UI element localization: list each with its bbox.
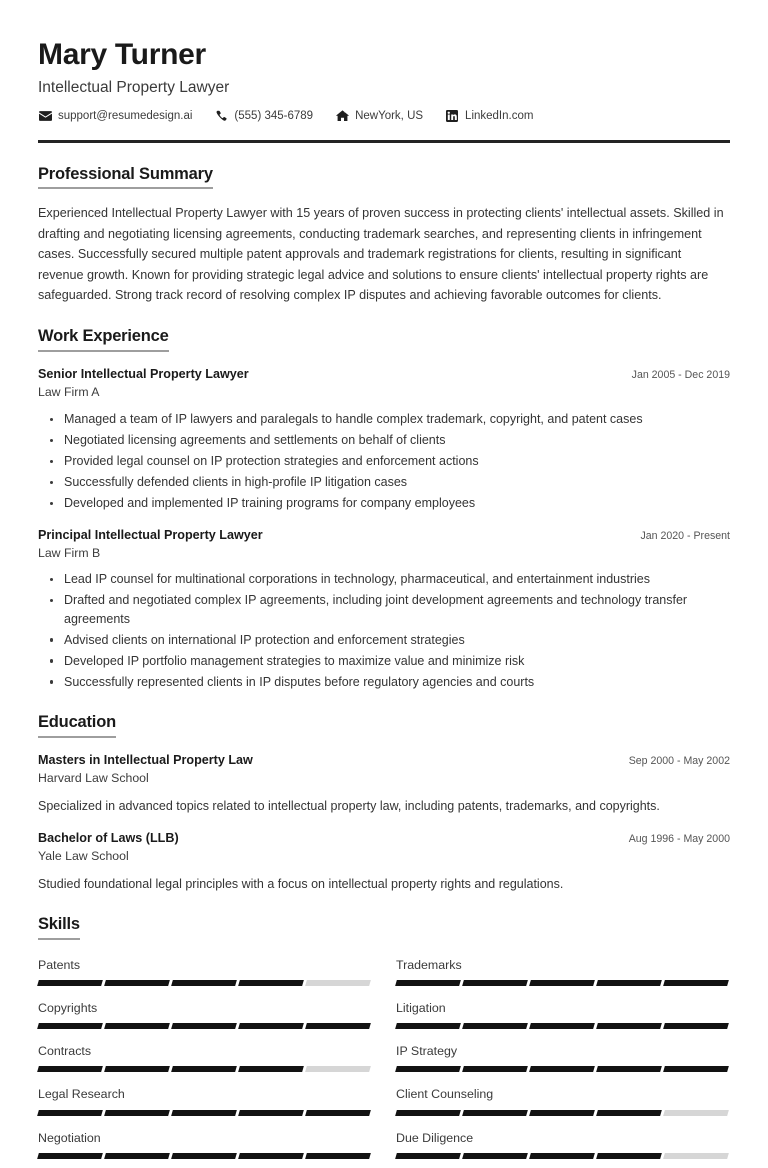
skill-segment-empty xyxy=(305,980,371,986)
list-item: Advised clients on international IP protection and enforcement strategies xyxy=(38,631,730,650)
section-title-skills: Skills xyxy=(38,915,80,940)
skill-segment-filled xyxy=(596,980,662,986)
resume-header xyxy=(38,30,730,143)
skill-segment-filled xyxy=(663,980,729,986)
skill-segment-filled xyxy=(171,980,237,986)
education-description: Specialized in advanced topics related to intellectual property law, including patents, trademarks, and copyrights. xyxy=(38,798,660,813)
skill-segment-filled xyxy=(238,1066,304,1072)
summary-text: Experienced Intellectual Property Lawyer with 15 years of proven success in protecting clients' intellectual assets. Skilled in drafting and negotiating licensing agreements, conducting trademark searches, and representing clients in infringement cases. Successfully secured multiple patent approvals and trademark registrations for clients, resulting in significant revenue growth. Known for providing strategic legal advice and solutions to ensure clients' intellectual property rights are safeguarded. Strong track record of resolving complex IP disputes and achieving favorable outcomes for clients. xyxy=(38,206,724,302)
skill-segment-filled xyxy=(37,1110,103,1116)
contact-linkedin[interactable] xyxy=(445,110,533,123)
skill-segment-filled xyxy=(238,1153,304,1159)
skill-segment-filled xyxy=(395,1110,461,1116)
list-item: Managed a team of IP lawyers and paralegals to handle complex trademark, copyright, and patent cases xyxy=(38,410,730,429)
work-entry-role: Senior Intellectual Property Lawyer xyxy=(38,367,249,382)
skill-item xyxy=(396,1125,728,1168)
list-item: Lead IP counsel for multinational corporations in technology, pharmaceutical, and entertainment industries xyxy=(38,570,730,589)
list-item: Developed and implemented IP training programs for company employees xyxy=(38,494,730,513)
work-entry-header xyxy=(38,366,730,383)
skill-level-bar xyxy=(396,1110,728,1116)
section-work-experience xyxy=(38,327,730,691)
skill-segment-filled xyxy=(462,1023,528,1029)
skill-segment-filled xyxy=(529,1066,595,1072)
work-entry xyxy=(38,366,730,512)
skill-level-bar xyxy=(38,1110,370,1116)
contact-linkedin-label: LinkedIn.com xyxy=(465,110,534,123)
skill-segment-empty xyxy=(663,1153,729,1159)
skill-segment-filled xyxy=(171,1023,237,1029)
skill-segment-filled xyxy=(305,1110,371,1116)
skill-level-bar xyxy=(38,1023,370,1029)
skills-grid xyxy=(38,952,730,1168)
skill-name: Legal Research xyxy=(38,1087,125,1102)
contact-email[interactable] xyxy=(38,110,192,123)
skill-segment-filled xyxy=(238,980,304,986)
skill-level-bar xyxy=(38,1066,370,1072)
section-skills xyxy=(38,915,730,1167)
skill-item xyxy=(396,1081,728,1124)
contact-location xyxy=(335,110,423,123)
candidate-name: Mary Turner xyxy=(38,38,206,71)
skill-segment-filled xyxy=(305,1023,371,1029)
list-item: Successfully represented clients in IP disputes before regulatory agencies and courts xyxy=(38,673,730,692)
skill-segment-filled xyxy=(529,1153,595,1159)
skill-segment-filled xyxy=(529,1110,595,1116)
skill-segment-filled xyxy=(37,1066,103,1072)
skill-segment-filled xyxy=(462,1110,528,1116)
list-item: Successfully defended clients in high-profile IP litigation cases xyxy=(38,473,730,492)
contact-email-label: support@resumedesign.ai xyxy=(58,110,193,123)
skill-segment-filled xyxy=(596,1066,662,1072)
education-entry-header xyxy=(38,830,730,847)
skill-segment-filled xyxy=(104,1023,170,1029)
list-item: Provided legal counsel on IP protection strategies and enforcement actions xyxy=(38,452,730,471)
section-title-education: Education xyxy=(38,713,116,738)
skill-level-bar xyxy=(396,1066,728,1072)
skill-segment-empty xyxy=(305,1066,371,1072)
skill-name: Due Diligence xyxy=(396,1130,474,1145)
list-item: Negotiated licensing agreements and settlements on behalf of clients xyxy=(38,431,730,450)
skill-segment-filled xyxy=(663,1066,729,1072)
skill-segment-empty xyxy=(663,1110,729,1116)
skill-level-bar xyxy=(396,980,728,986)
work-entry-header xyxy=(38,527,730,544)
skill-level-bar xyxy=(38,980,370,986)
contact-phone[interactable] xyxy=(214,110,313,123)
skill-segment-filled xyxy=(238,1110,304,1116)
skill-segment-filled xyxy=(395,1153,461,1159)
education-entry-header xyxy=(38,752,730,769)
education-entry xyxy=(38,752,730,816)
contact-row xyxy=(38,110,730,123)
contact-phone-label: (555) 345-6789 xyxy=(234,110,314,123)
skill-segment-filled xyxy=(238,1023,304,1029)
skill-segment-filled xyxy=(395,1066,461,1072)
education-degree: Bachelor of Laws (LLB) xyxy=(38,830,179,845)
skill-item xyxy=(38,1125,370,1168)
skill-segment-filled xyxy=(104,1066,170,1072)
work-entry-dates: Jan 2005 - Dec 2019 xyxy=(631,369,730,382)
list-item: Developed IP portfolio management strategies to maximize value and minimize risk xyxy=(38,652,730,671)
education-description: Studied foundational legal principles with a focus on intellectual property rights and regulations. xyxy=(38,876,564,891)
work-entry-bullets xyxy=(38,410,730,513)
skill-segment-filled xyxy=(529,1023,595,1029)
list-item: Drafted and negotiated complex IP agreements, including joint development agreements and technology transfer agreements xyxy=(38,591,730,628)
work-entry-bullets xyxy=(38,570,730,691)
education-dates: Sep 2000 - May 2002 xyxy=(628,755,730,768)
skill-item xyxy=(38,1038,370,1081)
section-title-summary: Professional Summary xyxy=(38,165,213,190)
linkedin-icon xyxy=(445,110,459,123)
contact-location-label: NewYork, US xyxy=(355,110,424,123)
skill-segment-filled xyxy=(395,1023,461,1029)
skill-item xyxy=(396,1038,728,1081)
skill-segment-filled xyxy=(104,1153,170,1159)
section-title-work: Work Experience xyxy=(38,327,169,352)
skill-segment-filled xyxy=(37,1153,103,1159)
skill-segment-filled xyxy=(462,1066,528,1072)
skill-item xyxy=(38,995,370,1038)
skill-item xyxy=(38,952,370,995)
skill-segment-filled xyxy=(596,1023,662,1029)
section-professional-summary xyxy=(38,165,730,306)
skill-level-bar xyxy=(396,1023,728,1029)
work-entry-org: Law Firm A xyxy=(38,385,100,400)
skill-segment-filled xyxy=(596,1110,662,1116)
email-icon xyxy=(38,110,52,123)
skill-name: Contracts xyxy=(38,1044,92,1059)
skill-level-bar xyxy=(396,1153,728,1159)
skill-item xyxy=(396,995,728,1038)
skill-name: Client Counseling xyxy=(396,1087,494,1102)
skill-name: IP Strategy xyxy=(396,1044,458,1059)
skill-segment-filled xyxy=(462,1153,528,1159)
summary-body xyxy=(38,203,730,305)
skill-segment-filled xyxy=(596,1153,662,1159)
skill-item xyxy=(396,952,728,995)
section-education xyxy=(38,713,730,893)
work-entry-role: Principal Intellectual Property Lawyer xyxy=(38,527,263,542)
location-icon xyxy=(335,110,349,123)
work-entry-org: Law Firm B xyxy=(38,545,101,560)
education-entry xyxy=(38,830,730,894)
skill-segment-filled xyxy=(529,980,595,986)
skill-segment-filled xyxy=(171,1153,237,1159)
skill-segment-filled xyxy=(104,1110,170,1116)
skill-level-bar xyxy=(38,1153,370,1159)
skill-name: Negotiation xyxy=(38,1130,101,1145)
education-dates: Aug 1996 - May 2000 xyxy=(628,832,730,845)
skill-segment-filled xyxy=(305,1153,371,1159)
work-entry xyxy=(38,527,730,692)
skill-name: Litigation xyxy=(396,1001,446,1016)
work-entry-dates: Jan 2020 - Present xyxy=(640,529,730,542)
work-entries xyxy=(38,366,730,691)
skill-segment-filled xyxy=(663,1023,729,1029)
education-school: Harvard Law School xyxy=(38,771,149,786)
skill-name: Patents xyxy=(38,958,81,973)
education-entries xyxy=(38,752,730,893)
skill-segment-filled xyxy=(171,1066,237,1072)
skill-name: Trademarks xyxy=(396,958,462,973)
skill-segment-filled xyxy=(37,980,103,986)
skill-segment-filled xyxy=(395,980,461,986)
phone-icon xyxy=(214,110,228,123)
skill-name: Copyrights xyxy=(38,1001,98,1016)
skill-segment-filled xyxy=(462,980,528,986)
education-school: Yale Law School xyxy=(38,848,129,863)
header-divider xyxy=(38,140,730,143)
skill-segment-filled xyxy=(171,1110,237,1116)
education-degree: Masters in Intellectual Property Law xyxy=(38,753,253,768)
skill-segment-filled xyxy=(37,1023,103,1029)
skill-segment-filled xyxy=(104,980,170,986)
skill-item xyxy=(38,1081,370,1124)
candidate-job-title: Intellectual Property Lawyer xyxy=(38,78,230,96)
